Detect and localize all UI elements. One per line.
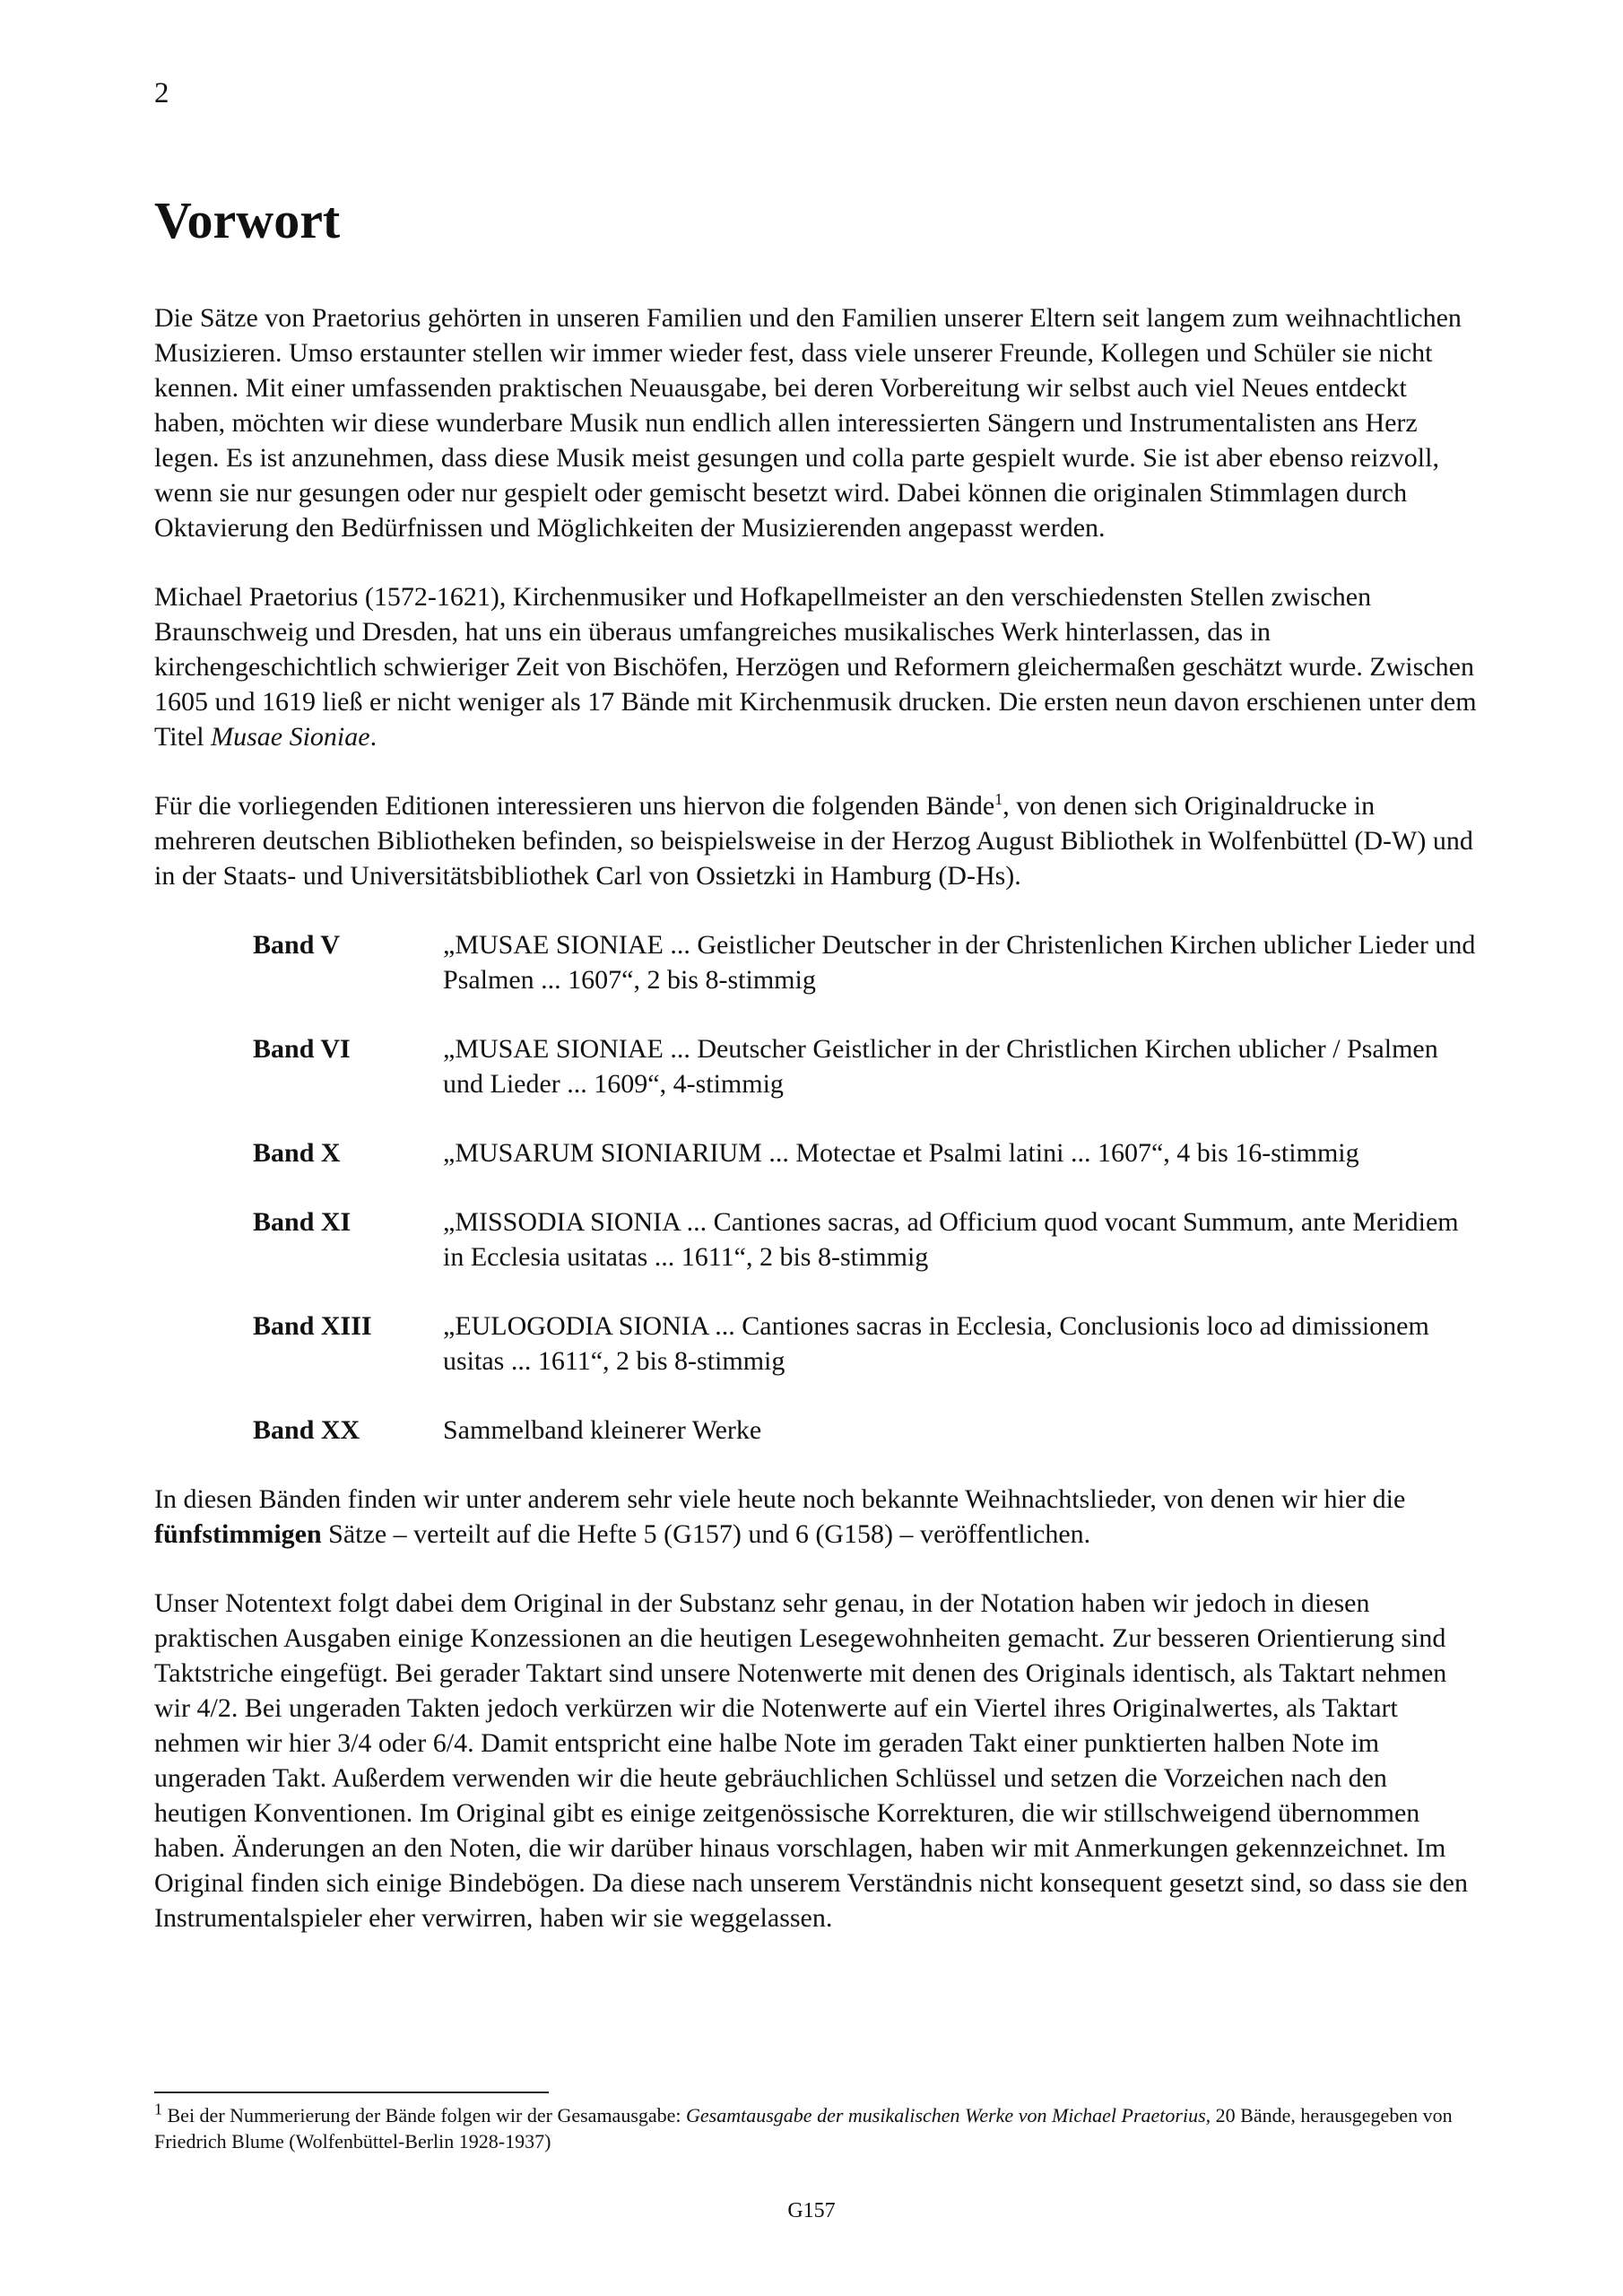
band-label: Band XIII — [253, 1311, 372, 1341]
band-label: Band XI — [253, 1207, 352, 1237]
text: , von denen sich Originaldrucke in mehreren deutschen Bibliotheken befinden, so beispielsweise in der Herzog August Bibliothek in Wolfenbüttel (D-W) und in der Staats- und Universitätsbibliothek Carl von Ossietzki in Hamburg (D-Hs). — [154, 791, 1473, 891]
band-label: Band V — [253, 930, 341, 960]
footnote — [154, 2102, 1477, 2154]
band-item — [253, 1135, 1477, 1170]
band-label: Band X — [253, 1138, 341, 1168]
paragraph-praetorius-bio — [154, 579, 1477, 754]
text: Michael Praetorius (1572-1621), Kirchenmusiker und Hofkapellmeister an den verschiedensten Stellen zwischen Braunschweig und Dresden, hat uns ein überaus umfangreiches musikalisches Werk hinterlassen, das in kirchengeschichtlich schwieriger Zeit von Bischöfen, Herzögen und Reformern gleichermaßen geschätzt wurde. Zwischen 1605 und 1619 ließ er nicht weniger als 17 Bände mit Kirchenmusik drucken. Die ersten neun davon erschienen unter dem Titel — [154, 582, 1477, 752]
page-title: Vorwort — [154, 191, 341, 249]
footnote-marker: 1 — [154, 2100, 162, 2118]
text: Für die vorliegenden Editionen interessieren uns hiervon die folgenden Bände — [154, 791, 995, 821]
document-body — [154, 300, 1477, 1970]
paragraph-intro: Die Sätze von Praetorius gehörten in unseren Familien und den Familien unserer Eltern seit langem zum weihnachtlichen Musizieren. Umso erstaunter stellen wir immer wieder fest, dass viele unserer Freunde, Kollegen und Schüler sie nicht kennen. Mit einer umfassenden praktischen Neuausgabe, bei deren Vorbereitung wir selbst auch viel Neues entdeckt haben, möchten wir diese wunderbare Musik nun endlich allen interessierten Sängern und Instrumentalisten ans Herz legen. Es ist anzunehmen, dass diese Musik meist gesungen und colla parte gespielt wurde. Sie ist aber ebenso reizvoll, wenn sie nur gesungen oder nur gespielt oder gemischt besetzt wird. Dabei können die originalen Stimmlagen durch Oktavierung den Bedürfnissen und Möglichkeiten der Musizierenden angepasst werden. — [154, 303, 1462, 543]
paragraph-editions — [154, 788, 1477, 893]
band-item — [253, 1413, 1477, 1448]
band-item — [253, 1031, 1477, 1101]
band-description: „MUSARUM SIONIARIUM ... Motectae et Psalmi latini ... 1607“, 4 bis 16-stimmig — [443, 1138, 1359, 1168]
footnote-reference[interactable]: 1 — [994, 790, 1003, 808]
band-label: Band VI — [253, 1034, 351, 1064]
paragraph-publication — [154, 1482, 1477, 1552]
work-title-italic: Musae Sioniae — [211, 722, 370, 752]
footnote-italic-title: Gesamtausgabe der musikalischen Werke von Michael Praetorius — [686, 2104, 1206, 2126]
page-number: 2 — [154, 77, 169, 109]
band-item — [253, 927, 1477, 997]
footnote-text: , 20 Bände, herausgegeben von Friedrich Blume (Wolfenbüttel-Berlin 1928-1937) — [154, 2104, 1453, 2152]
band-list — [253, 927, 1477, 1448]
paragraph-notation: Unser Notentext folgt dabei dem Original in der Substanz sehr genau, in der Notation haben wir jedoch in diesen praktischen Ausgaben einige Konzessionen an die heutigen Lesegewohnheiten gemacht. Zur besseren Orientierung sind Taktstriche eingefügt. Bei gerader Taktart sind unsere Notenwerte mit denen des Originals identisch, als Taktart nehmen wir 4/2. Bei ungeraden Takten jedoch verkürzen wir die Notenwerte auf ein Viertel ihres Originalwertes, als Taktart nehmen wir hier 3/4 oder 6/4. Damit entspricht eine halbe Note im geraden Takt einer punktierten halben Note im ungeraden Takt. Außerdem verwenden wir die heute gebräuchlichen Schlüssel und setzen die Vorzeichen nach den heutigen Konventionen. Im Original gibt es einige zeitgenössische Korrekturen, die wir stillschweigend übernommen haben. Änderungen an den Noten, die wir darüber hinaus vorschlagen, haben wir mit Anmerkungen gekennzeichnet. Im Original finden sich einige Bindebögen. Da diese nach unserem Verständnis nicht konsequent gesetzt sind, so dass sie den Instrumentalspieler eher verwirren, haben wir sie weggelassen. — [154, 1588, 1468, 1933]
band-item — [253, 1205, 1477, 1274]
footnote-text: Bei der Nummerierung der Bände folgen wir der Gesamausgabe: — [162, 2104, 687, 2126]
emphasis-bold: fünfstimmigen — [154, 1519, 322, 1549]
text: . — [369, 722, 378, 752]
band-description: Sammelband kleinerer Werke — [443, 1415, 762, 1445]
footnote-divider — [154, 2092, 549, 2093]
band-description: „MUSAE SIONIAE ... Deutscher Geistlicher in der Christlichen Kirchen ublicher / Psalmen und Lieder ... 1609“, 4-stimmig — [443, 1034, 1438, 1099]
band-description: „MUSAE SIONIAE ... Geistlicher Deutscher in der Christenlichen Kirchen ublicher Lieder und Psalmen ... 1607“, 2 bis 8-stimmig — [443, 930, 1476, 995]
text: Sätze – verteilt auf die Hefte 5 (G157) und 6 (G158) – veröffentlichen. — [321, 1519, 1091, 1549]
band-description: „MISSODIA SIONIA ... Cantiones sacras, ad Officium quod vocant Summum, ante Meridiem in Ecclesia usitatas ... 1611“, 2 bis 8-stimmig — [443, 1207, 1459, 1272]
text: In diesen Bänden finden wir unter anderem sehr viele heute noch bekannte Weihnachtslieder, von denen wir hier die — [154, 1484, 1406, 1514]
band-label: Band XX — [253, 1415, 360, 1445]
edition-code: G157 — [787, 2199, 836, 2222]
band-description: „EULOGODIA SIONIA ... Cantiones sacras in Ecclesia, Conclusionis loco ad dimissionem usitas ... 1611“, 2 bis 8-stimmig — [443, 1311, 1429, 1376]
band-item — [253, 1309, 1477, 1378]
